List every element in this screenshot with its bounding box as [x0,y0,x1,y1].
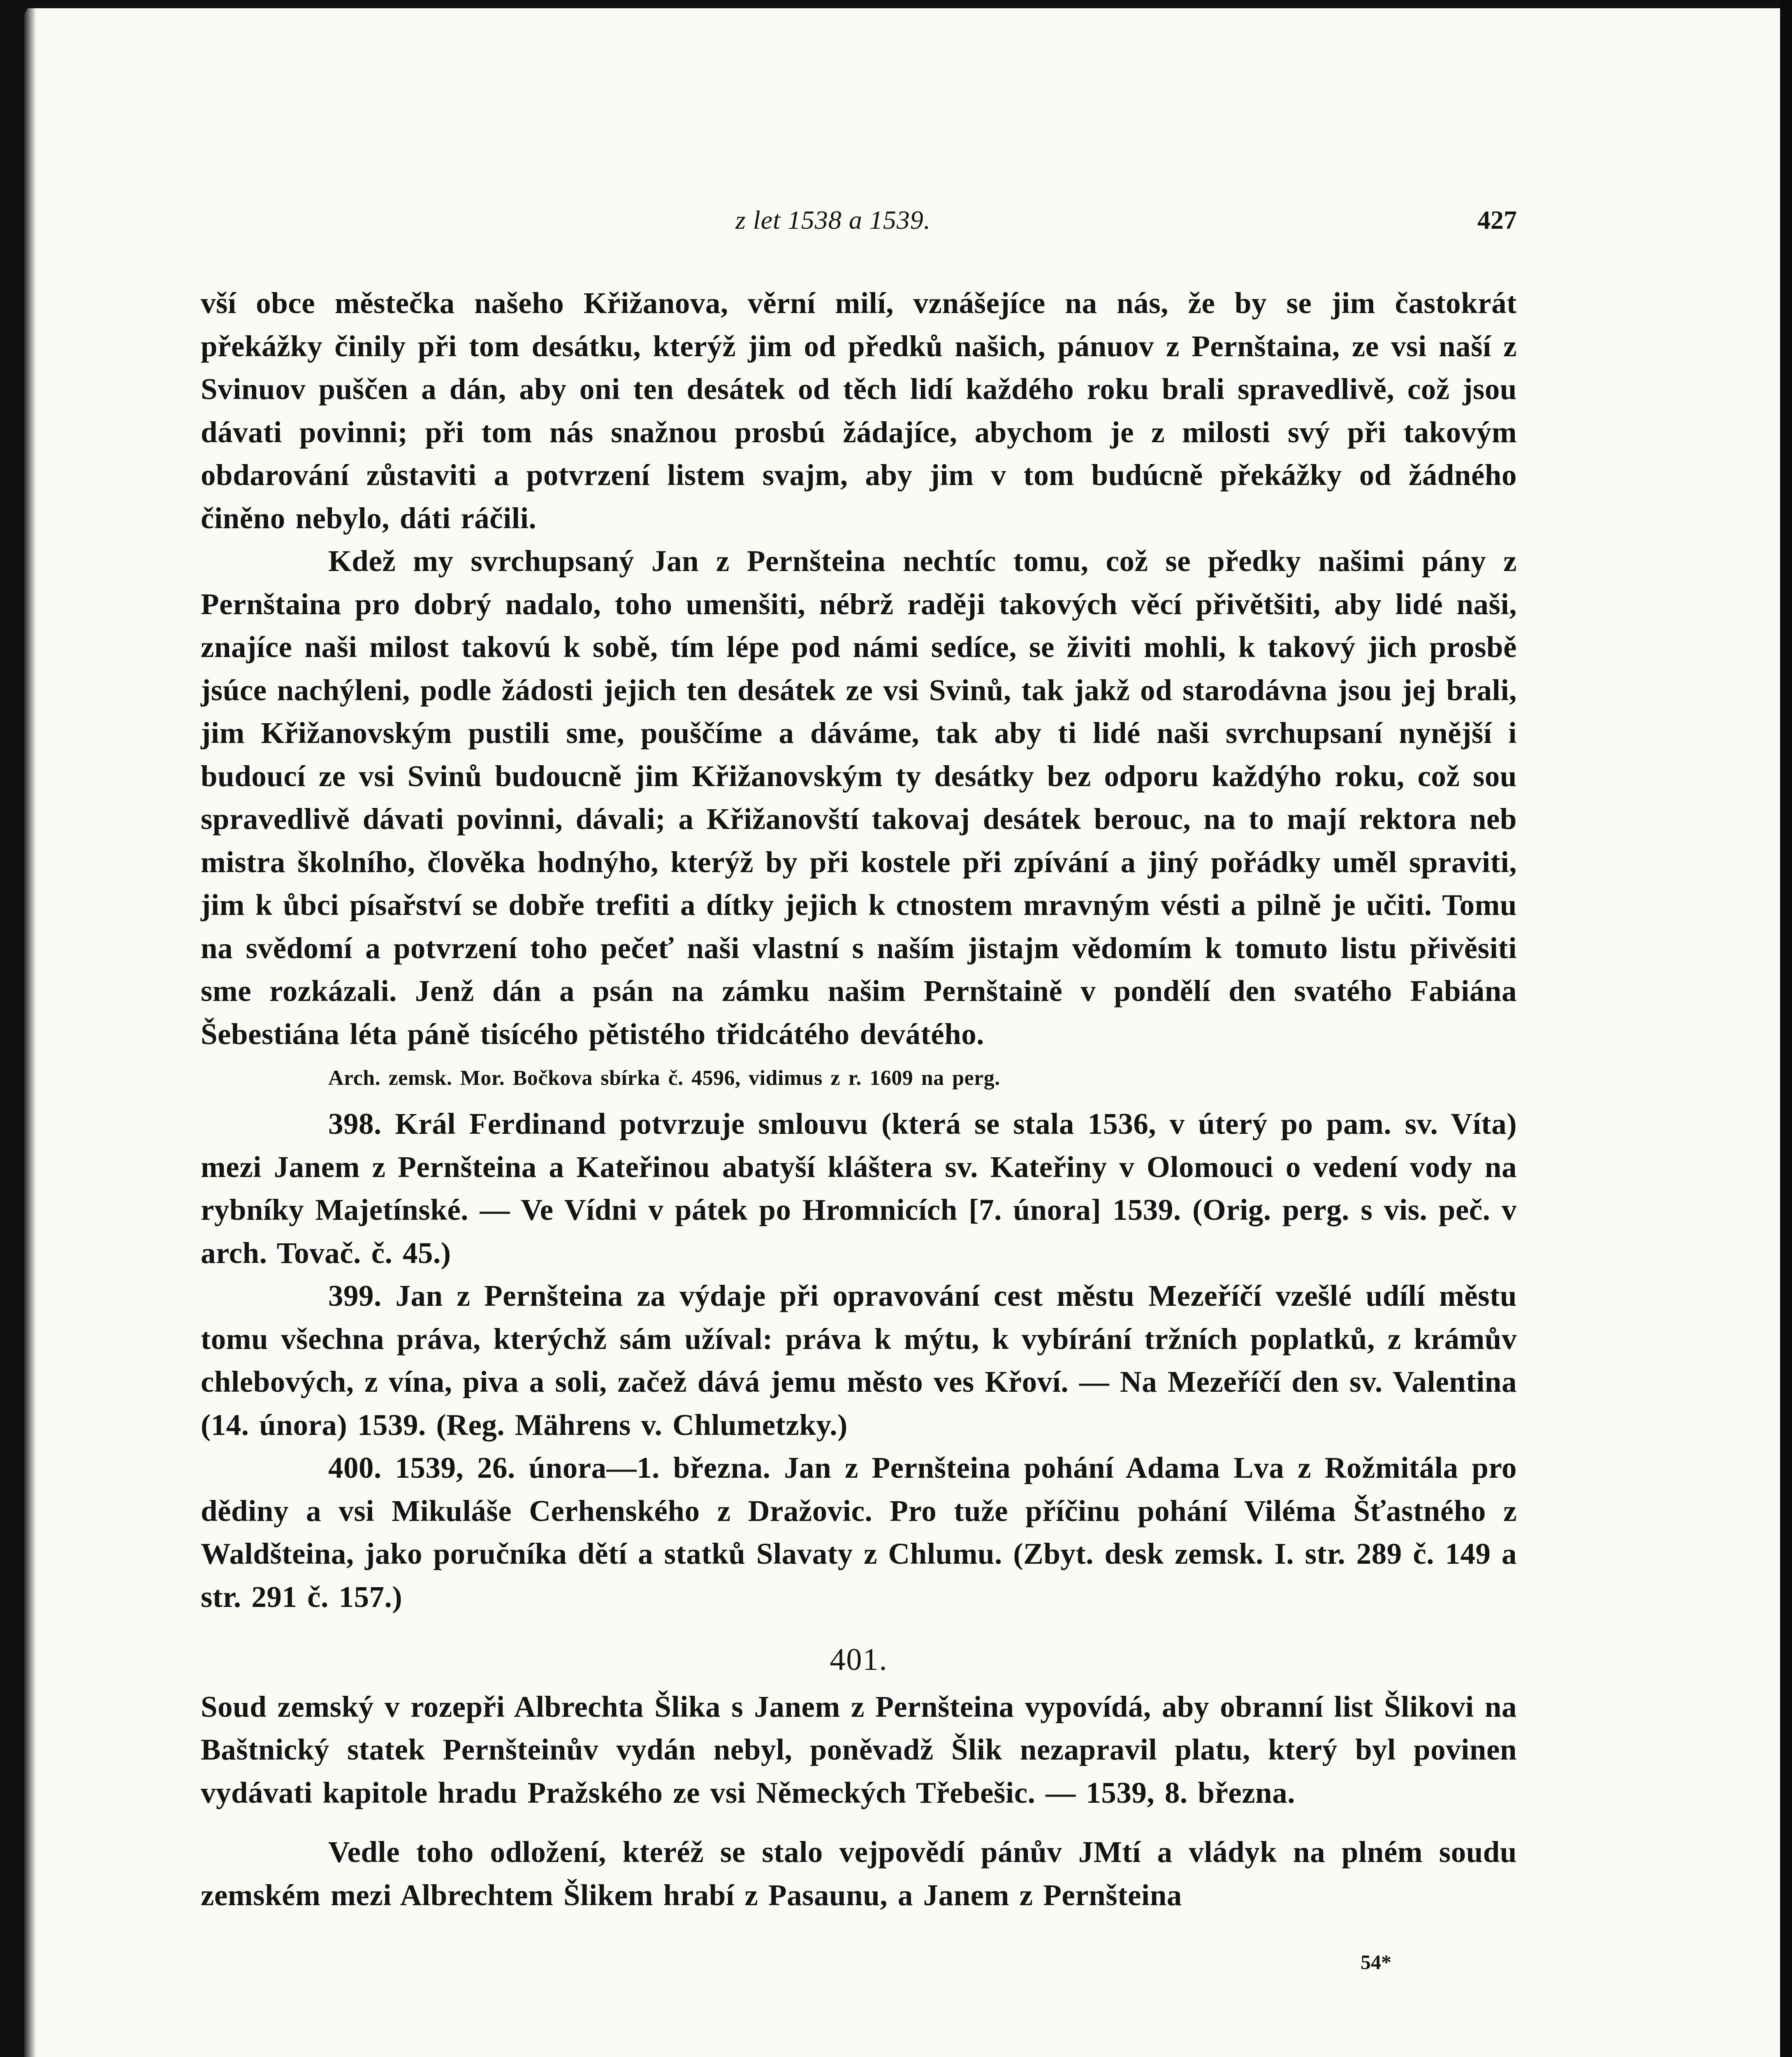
regest-399 [201,1275,1517,1446]
regest-400 [201,1446,1517,1618]
document-summary: Soud zemský v rozepři Albrechta Šlika s Janem z Pernšteina vypovídá, aby obranní list Šlikovi na Baštnický statek Pernšteinův vydán nebyl, poněvadž Šlik nezapravil platu, který byl povinen vydávati kapitole hradu Pražského ze vsi Německých Třebešic. — 1539, 8. března. [201,1690,1517,1809]
scan-border-top [24,0,1792,8]
paragraph-1: vší obce městečka našeho Křižanova, věrní milí, vznášejíce na nás, že by se jim častokrát překážky činily při tom desátku, kterýž jim od předků našich, pánuov z Pernštaina, ze vsi naší z Svinuov puščen a dán, aby oni ten desátek od těch lidí každého roku brali spravedlivě, což jsou dávati povinni; při tom nás snažnou prosbú žádajíce, abychom je z milosti svý při takovým obdarování zůstaviti a potvrzení listem svajm, aby jim v tom budúcně překážky od žádného činěno nebylo, dáti ráčili. [201,286,1517,535]
running-header [201,205,1517,238]
regest-number: 400. [328,1451,382,1484]
page-edge-shadow [24,8,36,2057]
document-number: 401. [830,1642,888,1677]
regest-text: Král Ferdinand potvrzuje smlouvu (která se stala 1536, v úterý po pam. sv. Víta) mezi Janem z Pernšteina a Kateřinou abatyší kláštera sv. Kateřiny v Olomouci o vedení vody na rybníky Majetínské. — Ve Vídni v pátek po Hromnicích [7. února] 1539. (Orig. perg. s vis. peč. v arch. Tovač. č. 45.) [201,1107,1517,1270]
source-note: Arch. zemsk. Mor. Bočkova sbírka č. 4596, vidimus z r. 1609 na perg. [328,1066,1000,1090]
document-text: Vedle toho odložení, kteréž se stalo vejpovědí pánův JMtí a vládyk na plném soudu zemském mezi Albrechtem Šlikem hrabí z Pasaunu, a Janem z Pernšteina [201,1835,1517,1912]
body-text [201,282,1517,1917]
page-scan [24,8,1780,2057]
regest-number: 399. [328,1279,382,1312]
running-title: z let 1538 a 1539. [735,205,931,234]
paragraph-2: Kdež my svrchupsaný Jan z Pernšteina nechtíc tomu, což se předky našimi pány z Pernštaina pro dobrý nadalo, toho umenšiti, nébrž raději takových věcí přivětšiti, aby lidé naši, znajíce naši milost takovú k sobě, tím lépe pod námi sedíce, se živiti mohli, k takový jich prosbě jsúce nachýleni, podle žádosti jejich ten desátek ze vsi Svinů, tak jakž od starodávna jsou jej brali, jim Křižanovským pustili sme, pouščíme a dáváme, tak aby ti lidé naši svrchupsaní nynější i budoucí ze vsi Svinů budoucně jim Křižanovským ty desátky bez odporu každýho roku, což sou spravedlivě dávati povinni, dávali; a Křižanovští takovaj desátek berouc, na to mají rektora neb mistra školního, člověka hodnýho, kterýž by při kostele při zpívání a jiný pořádky uměl spraviti, jim k ůbci písařství se dobře trefiti a dítky jejich k ctnostem mravným vésti a pilně je učiti. Tomu na svědomí a potvrzení toho pečeť naši vlastní s naším jistajm vědomím k tomuto listu přivěsiti sme rozkázali. Jenž dán a psán na zámku našim Pernštaině v pondělí den svatého Fabiána Šebestiána léta páně tisícého pětistého třidcátého devátého. [201,544,1517,1051]
page-number: 427 [1477,205,1517,234]
regest-number: 398. [328,1107,382,1140]
regest-text: Jan z Pernšteina za výdaje při opravování cest městu Mezeříčí vzešlé udílí městu tomu všechna práva, kterýchž sám užíval: práva k mýtu, k vybírání tržních poplatků, z krámův chlebových, z vína, piva a soli, začež dává jemu město ves Křoví. — Na Mezeříčí den sv. Valentina (14. února) 1539. (Reg. Mährens v. Chlumetzky.) [201,1279,1517,1442]
regest-398 [201,1103,1517,1275]
printer-signature: 54* [1361,1950,1391,1973]
regest-text: 1539, 26. února—1. března. Jan z Pernšteina pohání Adama Lva z Rožmitála pro dědiny a vsi Mikuláše Cerhenského z Dražovic. Pro tuže příčinu pohání Viléma Šťastného z Waldšteina, jako poručníka dětí a statků Slavaty z Chlumu. (Zbyt. desk zemsk. I. str. 289 č. 149 a str. 291 č. 157.) [201,1451,1517,1614]
scan-border-right [1780,0,1792,2057]
